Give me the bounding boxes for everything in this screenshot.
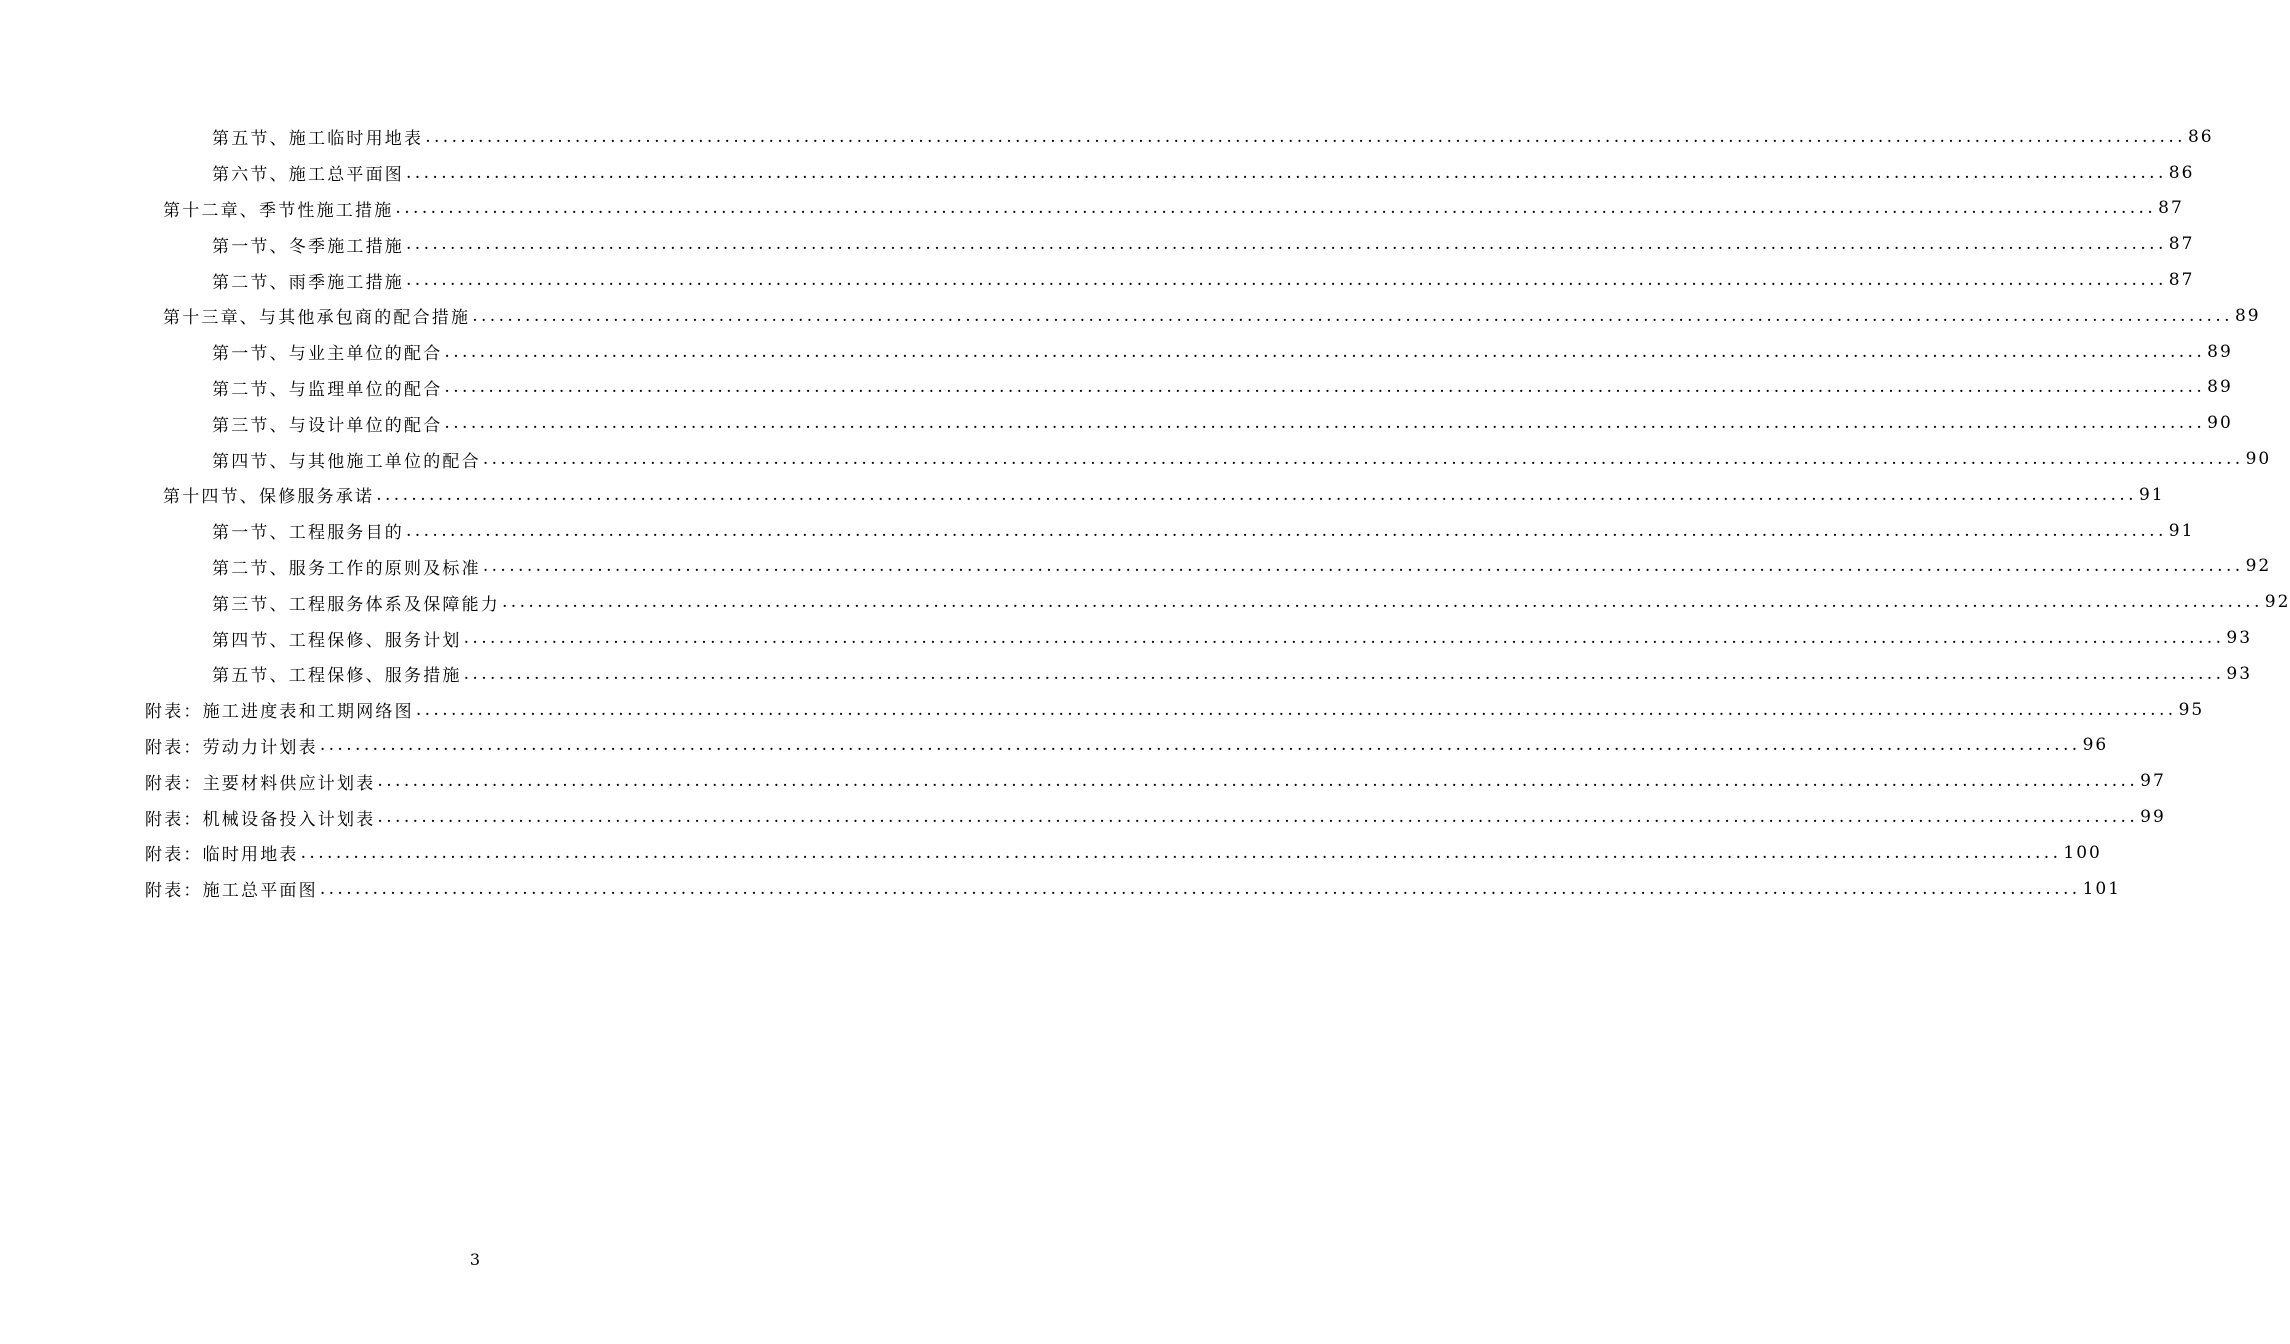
dot-leader: ........................................................................................................................................................................................................ (502, 592, 2263, 613)
toc-entry-title: 第五节、工程保修、服务措施 (212, 666, 462, 687)
dot-leader: ........................................................................................................................................................................................................ (444, 413, 2206, 434)
toc-entry[interactable] (0, 728, 2109, 764)
toc-entry-title: 第二节、服务工作的原则及标准 (212, 558, 481, 579)
dot-leader: ........................................................................................................................................................................................................ (444, 377, 2206, 398)
table-of-contents (0, 119, 2290, 907)
toc-entry[interactable] (0, 191, 2184, 227)
toc-entry-page: 100 (2063, 842, 2102, 863)
toc-entry[interactable] (0, 692, 2205, 728)
toc-entry[interactable] (0, 298, 2261, 334)
toc-entry[interactable] (0, 119, 2214, 155)
dot-leader: ........................................................................................................................................................................................................ (300, 842, 2062, 863)
dot-leader: ........................................................................................................................................................................................................ (406, 162, 2167, 183)
dot-leader: ........................................................................................................................................................................................................ (376, 484, 2137, 505)
toc-entry[interactable] (0, 370, 2233, 406)
toc-entry-page: 91 (2168, 520, 2195, 541)
toc-entry[interactable] (0, 441, 2272, 477)
toc-entry-page: 86 (2187, 126, 2214, 147)
toc-entry-title: 附表：机械设备投入计划表 (145, 809, 376, 830)
toc-entry-page: 91 (2138, 484, 2165, 505)
dot-leader: ........................................................................................................................................................................................................ (463, 628, 2225, 649)
dot-leader: ........................................................................................................................................................................................................ (406, 234, 2167, 255)
toc-entry[interactable] (0, 763, 2166, 799)
dot-leader: ........................................................................................................................................................................................................ (415, 699, 2177, 720)
dot-leader: ........................................................................................................................................................................................................ (406, 520, 2167, 541)
dot-leader: ........................................................................................................................................................................................................ (444, 341, 2206, 362)
toc-entry-page: 93 (2226, 663, 2253, 684)
dot-leader: ........................................................................................................................................................................................................ (482, 449, 2244, 470)
toc-entry[interactable] (0, 656, 2253, 692)
dot-leader: ........................................................................................................................................................................................................ (482, 556, 2244, 577)
toc-entry-page: 92 (2245, 556, 2272, 577)
toc-entry-title: 第五节、施工临时用地表 (212, 129, 424, 150)
toc-entry-title: 附表：劳动力计划表 (145, 737, 318, 758)
toc-entry-page: 87 (2158, 198, 2184, 219)
toc-entry-title: 附表：临时用地表 (145, 845, 299, 866)
toc-entry[interactable] (0, 226, 2195, 262)
toc-entry-title: 第十三章、与其他承包商的配合措施 (163, 308, 471, 329)
toc-entry-title: 第四节、与其他施工单位的配合 (212, 451, 481, 472)
toc-entry-title: 附表：主要材料供应计划表 (145, 773, 376, 794)
toc-entry-title: 第四节、工程保修、服务计划 (212, 630, 462, 651)
toc-entry-title: 第一节、工程服务目的 (212, 523, 404, 544)
toc-entry-page: 97 (2140, 771, 2166, 792)
toc-entry[interactable] (0, 405, 2233, 441)
page-number: 3 (469, 1250, 481, 1269)
toc-entry[interactable] (0, 477, 2165, 513)
toc-entry-title: 附表：施工进度表和工期网络图 (145, 702, 414, 723)
toc-entry[interactable] (0, 871, 2122, 907)
toc-entry-title: 第二节、雨季施工措施 (212, 272, 404, 293)
dot-leader: ........................................................................................................................................................................................................ (425, 126, 2186, 147)
dot-leader: ........................................................................................................................................................................................................ (377, 771, 2139, 792)
toc-entry-title: 第三节、与设计单位的配合 (212, 415, 443, 436)
dot-leader: ........................................................................................................................................................................................................ (472, 305, 2233, 326)
toc-entry-page: 96 (2082, 735, 2109, 756)
toc-entry-page: 101 (2082, 878, 2122, 899)
dot-leader: ........................................................................................................................................................................................................ (319, 878, 2081, 899)
toc-entry[interactable] (0, 620, 2253, 656)
toc-entry-page: 86 (2168, 162, 2195, 183)
toc-entry-page: 92 (2264, 592, 2290, 613)
toc-entry-title: 第十四节、保修服务承诺 (163, 487, 375, 508)
toc-entry-page: 93 (2226, 628, 2253, 649)
toc-entry-page: 90 (2207, 413, 2233, 434)
toc-entry[interactable] (0, 334, 2233, 370)
dot-leader: ........................................................................................................................................................................................................ (377, 807, 2139, 828)
toc-entry-page: 89 (2207, 377, 2233, 398)
toc-entry-page: 89 (2234, 305, 2261, 326)
toc-entry-page: 99 (2140, 807, 2166, 828)
toc-entry-title: 附表：施工总平面图 (145, 881, 318, 902)
toc-entry-title: 第六节、施工总平面图 (212, 165, 404, 186)
toc-entry-title: 第十二章、季节性施工措施 (163, 200, 394, 221)
toc-entry[interactable] (0, 262, 2195, 298)
dot-leader: ........................................................................................................................................................................................................ (406, 270, 2167, 291)
toc-entry[interactable] (0, 835, 2102, 871)
toc-entry-page: 87 (2168, 234, 2195, 255)
toc-entry-page: 87 (2168, 270, 2195, 291)
toc-entry-title: 第一节、与业主单位的配合 (212, 344, 443, 365)
dot-leader: ........................................................................................................................................................................................................ (319, 735, 2081, 756)
dot-leader: ........................................................................................................................................................................................................ (463, 663, 2225, 684)
toc-entry-title: 第一节、冬季施工措施 (212, 236, 404, 257)
dot-leader: ........................................................................................................................................................................................................ (395, 198, 2157, 219)
toc-entry-page: 89 (2207, 341, 2233, 362)
toc-entry[interactable] (0, 799, 2166, 835)
toc-entry[interactable] (0, 513, 2195, 549)
toc-entry[interactable] (0, 549, 2272, 585)
toc-entry-title: 第三节、工程服务体系及保障能力 (212, 594, 500, 615)
toc-entry[interactable] (0, 584, 2290, 620)
toc-entry-page: 90 (2245, 449, 2272, 470)
toc-entry-title: 第二节、与监理单位的配合 (212, 379, 443, 400)
toc-entry-page: 95 (2178, 699, 2205, 720)
toc-entry[interactable] (0, 155, 2195, 191)
